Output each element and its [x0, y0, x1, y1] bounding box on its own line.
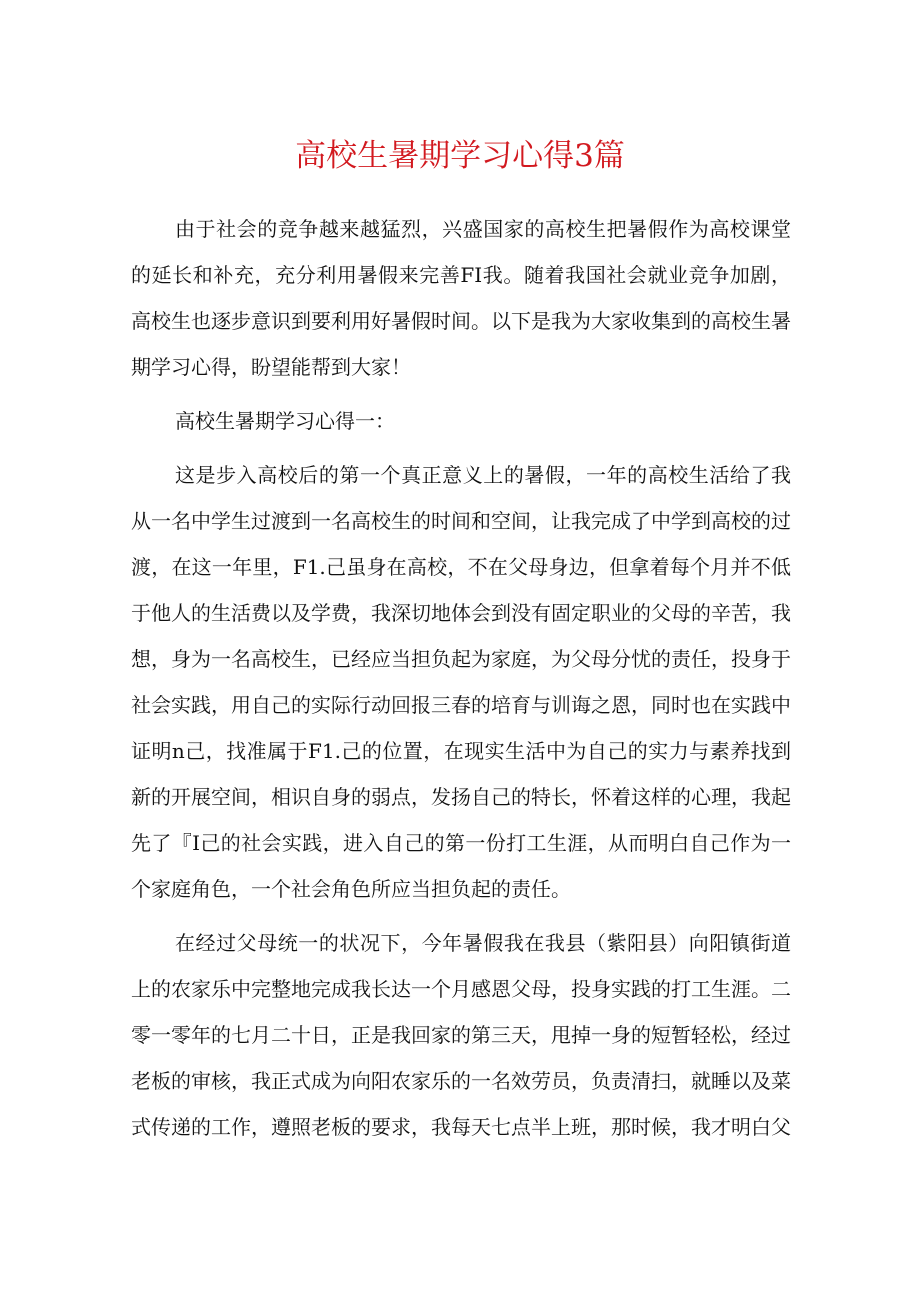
body-paragraph: 这是步入高校后的第一个真正意义上的暑假，一年的高校生活给了我从一名中学生过渡到一名高校生的时间和空间，让我完成了中学到高校的过渡，在这一年里，F1.己虽身在高校，不在父母身边，但拿着每个月并不低于他人的生活费以及学费，我深切地体会到没有固定职业的父母的辛苦，我想，身为一名高校生，已经应当担负起为家庭，为父母分忧的责任，投身于社会实践，用自己的实际行动回报三春的培育与训诲之恩，同时也在实践中证明n己，找准属于F1.己的位置，在现实生活中为自己的实力与素养找到新的开展空间，相识自身的弱点，发扬自己的特长，怀着这样的心理，我起先了『I己的社会实践，进入自己的第一份打工生涯，从而明白自己作为一个家庭角色，一个社会角色所应当担负起的责任。	[131, 463, 791, 901]
document-title: 高校生暑期学习心得3篇	[295, 138, 625, 174]
section-heading: 高校生暑期学习心得一：	[175, 409, 395, 433]
intro-paragraph: 由于社会的竞争越来越猛烈，兴盛国家的高校生把暑假作为高校课堂的延长和补充，充分利用暑假来完善FI我。随着我国社会就业竞争加剧，高校生也逐步意识到要利用好暑假时间。以下是我为大家收集到的高校生暑期学习心得，盼望能帮到大家！	[131, 217, 791, 379]
body-paragraph: 在经过父母统一的状况下，今年暑假我在我县（紫阳县）向阳镇街道上的农家乐中完整地完成我长达一个月感恩父母，投身实践的打工生涯。二零一零年的七月二十日，正是我回家的第三天，甩掉一身的短暂轻松，经过老板的审核，我正式成为向阳农家乐的一名效劳员，负责清扫，就睡以及菜式传递的工作，遵照老板的要求，我每天七点半上班，那时候，我才明白父	[131, 931, 791, 1139]
document-body	[131, 206, 791, 1158]
